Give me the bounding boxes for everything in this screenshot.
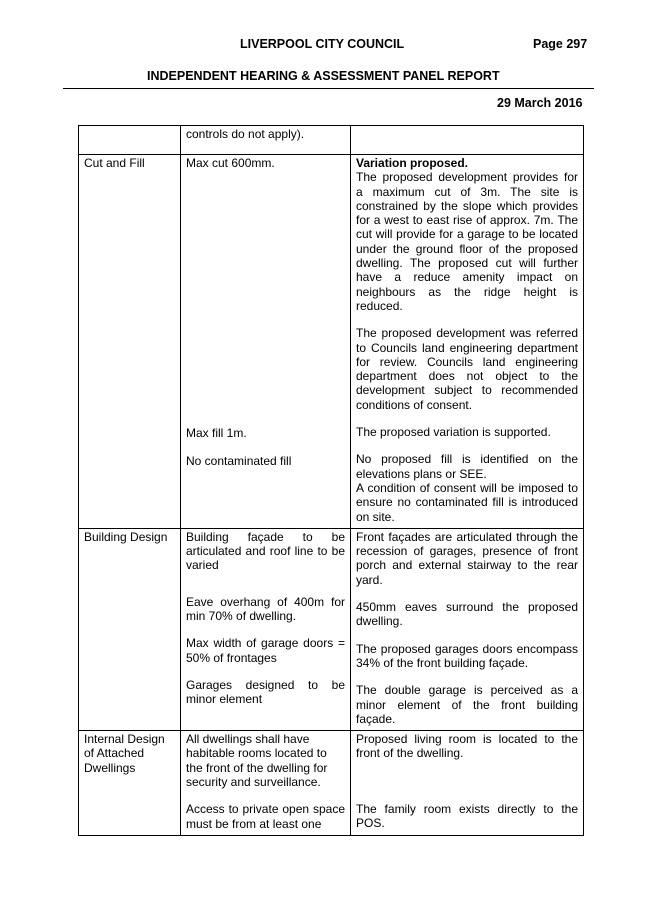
requirement-item: Eave overhang of 400m for min 70% of dwelling.	[186, 594, 345, 624]
table-row	[79, 155, 584, 529]
assessment-cell	[351, 126, 584, 155]
report-title: INDEPENDENT HEARING & ASSESSMENT PANEL REPORT	[147, 69, 500, 83]
assessment-heading: Variation proposed.	[356, 156, 469, 170]
requirement-cell	[181, 528, 351, 730]
assessment-paragraph: No proposed fill is identified on the elevations plans or SEE.	[356, 452, 578, 481]
page-number: Page 297	[533, 37, 588, 51]
council-name: LIVERPOOL CITY COUNCIL	[240, 37, 405, 51]
assessment-paragraph: The double garage is perceived as a minor element of the front building façade.	[356, 683, 578, 726]
table-row	[79, 126, 584, 155]
assessment-cell	[351, 528, 584, 730]
assessment-paragraph: A condition of consent will be imposed to ensure no contaminated fill is introduced on site.	[356, 480, 578, 524]
assessment-paragraph: The proposed variation is supported.	[356, 425, 551, 440]
assessment-paragraph: The proposed development was referred to Councils land engineering department for review. Councils land engineering department does not object to the development subject to recommended conditions of consent.	[356, 326, 578, 412]
header-divider	[63, 88, 594, 89]
requirement-item: All dwellings shall have habitable rooms located to the front of the dwelling for security and surveillance.	[186, 732, 328, 789]
assessment-cell	[351, 155, 584, 529]
control-cell	[79, 126, 181, 155]
assessment-paragraph: The proposed garages doors encompass 34% of the front building façade.	[356, 641, 578, 670]
assessment-paragraph: 450mm eaves surround the proposed dwelling.	[356, 600, 578, 629]
requirement-item: Max width of garage doors = 50% of frontages	[186, 636, 345, 665]
requirement-cell: controls do not apply).	[181, 126, 351, 155]
report-date: 29 March 2016	[497, 96, 583, 110]
assessment-paragraph: The proposed development provides for a maximum cut of 3m. The site is constrained by the slope which provides for a west to east rise of approx. 7m. The cut will provide for a garage to be located under the ground floor of the proposed dwelling. The proposed cut will further have a reduce amenity impact on neighbours as the ridge height is reduced.	[356, 170, 578, 313]
requirement-contaminated-fill: No contaminated fill	[186, 453, 292, 468]
compliance-table	[78, 125, 584, 836]
assessment-paragraph: Front façades are articulated through the recession of garages, presence of front porch and external stairway to the rear yard.	[356, 529, 578, 587]
table-row	[79, 528, 584, 730]
requirement-item: Access to private open space must be from at least one	[186, 802, 345, 831]
control-cell: Internal Design of Attached Dwellings	[79, 731, 181, 836]
requirement-cell	[181, 155, 351, 529]
table-row	[79, 731, 584, 836]
assessment-cell	[351, 731, 584, 836]
requirement-max-fill: Max fill 1m.	[186, 426, 247, 441]
assessment-paragraph: The family room exists directly to the POS.	[356, 801, 578, 830]
requirement-item: Garages designed to be minor element	[186, 677, 345, 707]
requirement-item: Building façade to be articulated and roof line to be varied	[186, 529, 345, 573]
control-cell: Building Design	[79, 528, 181, 730]
requirement-max-cut: Max cut 600mm.	[186, 156, 275, 170]
control-cell: Cut and Fill	[79, 155, 181, 529]
assessment-paragraph: Proposed living room is located to the front of the dwelling.	[356, 732, 578, 761]
requirement-cell	[181, 731, 351, 836]
